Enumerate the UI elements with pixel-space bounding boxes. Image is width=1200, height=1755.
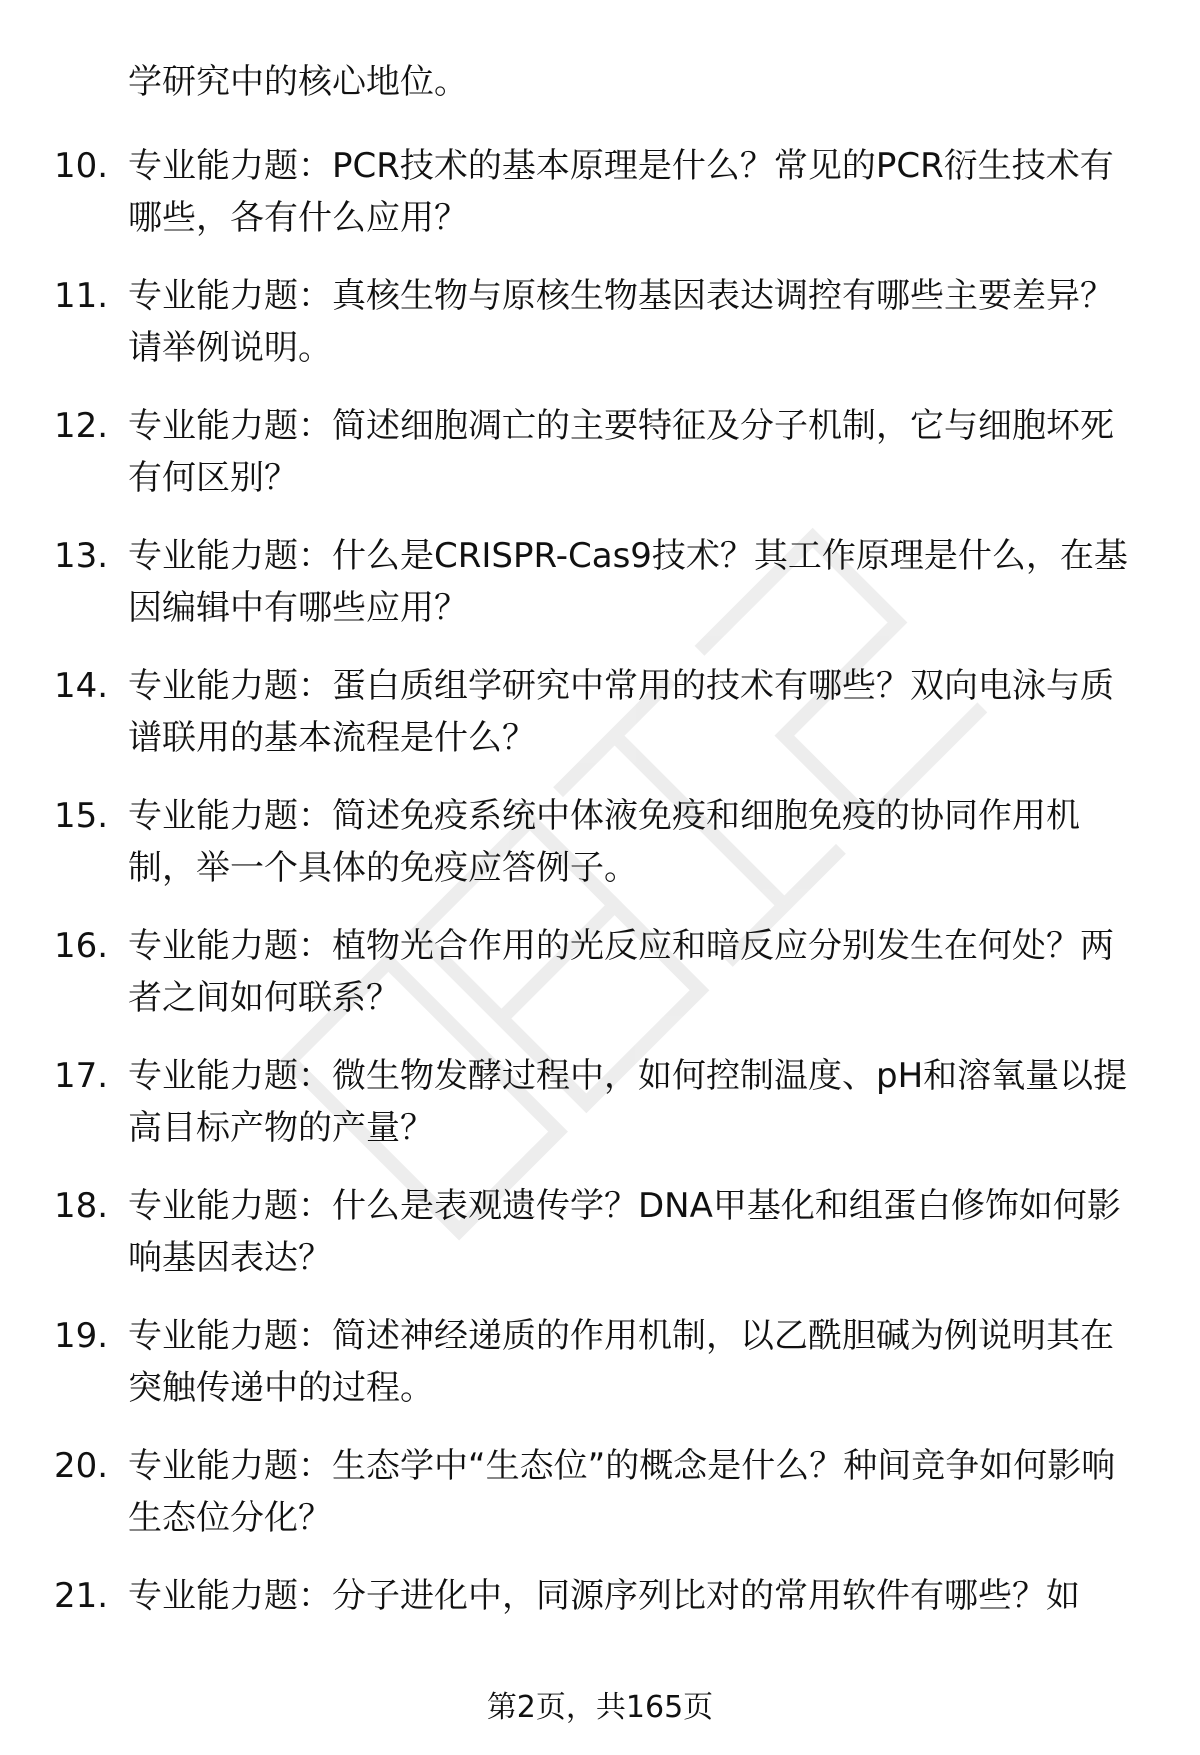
question-text: 专业能力题：什么是表观遗传学？DNA甲基化和组蛋白修饰如何影响基因表达？	[128, 1186, 1121, 1278]
question-number: 19.	[54, 1316, 109, 1356]
question-number: 13.	[54, 536, 109, 576]
question-number: 20.	[54, 1446, 109, 1486]
list-item	[0, 530, 1200, 660]
list-item	[0, 1050, 1200, 1180]
question-text: 专业能力题：植物光合作用的光反应和暗反应分别发生在何处？两者之间如何联系？	[128, 926, 1114, 1018]
list-item	[0, 920, 1200, 1050]
continuation-text: 学研究中的核心地位。	[128, 62, 468, 102]
question-text: 专业能力题：简述免疫系统中体液免疫和细胞免疫的协同作用机制，举一个具体的免疫应答例子。	[128, 796, 1080, 888]
list-item	[0, 400, 1200, 530]
question-text: 专业能力题：PCR技术的基本原理是什么？常见的PCR衍生技术有哪些，各有什么应用？	[128, 146, 1114, 238]
question-text: 专业能力题：什么是CRISPR-Cas9技术？其工作原理是什么，在基因编辑中有哪些应用？	[128, 536, 1128, 628]
question-text: 专业能力题：简述神经递质的作用机制，以乙酰胆碱为例说明其在突触传递中的过程。	[128, 1316, 1114, 1408]
question-list	[0, 140, 1200, 1700]
question-text: 专业能力题：蛋白质组学研究中常用的技术有哪些？双向电泳与质谱联用的基本流程是什么？	[128, 666, 1114, 758]
list-item	[0, 140, 1200, 270]
list-item	[0, 1180, 1200, 1310]
question-number: 10.	[54, 146, 109, 186]
question-number: 11.	[54, 276, 109, 316]
question-number: 14.	[54, 666, 109, 706]
question-number: 21.	[54, 1576, 109, 1616]
question-number: 16.	[54, 926, 109, 966]
list-item	[0, 790, 1200, 920]
question-text: 专业能力题：生态学中“生态位”的概念是什么？种间竞争如何影响生态位分化？	[128, 1446, 1116, 1538]
question-text: 专业能力题：分子进化中，同源序列比对的常用软件有哪些？如	[128, 1576, 1080, 1616]
page-footer: 第2页，共165页	[486, 1690, 714, 1725]
list-item	[0, 1310, 1200, 1440]
list-item	[0, 660, 1200, 790]
question-text: 专业能力题：真核生物与原核生物基因表达调控有哪些主要差异？请举例说明。	[128, 276, 1114, 368]
question-number: 12.	[54, 406, 109, 446]
question-number: 18.	[54, 1186, 109, 1226]
list-item	[0, 270, 1200, 400]
list-item	[0, 1440, 1200, 1570]
question-text: 专业能力题：微生物发酵过程中，如何控制温度、pH和溶氧量以提高目标产物的产量？	[128, 1056, 1128, 1148]
question-number: 17.	[54, 1056, 109, 1096]
question-text: 专业能力题：简述细胞凋亡的主要特征及分子机制，它与细胞坏死有何区别？	[128, 406, 1114, 498]
list-item	[0, 1570, 1200, 1700]
question-number: 15.	[54, 796, 109, 836]
